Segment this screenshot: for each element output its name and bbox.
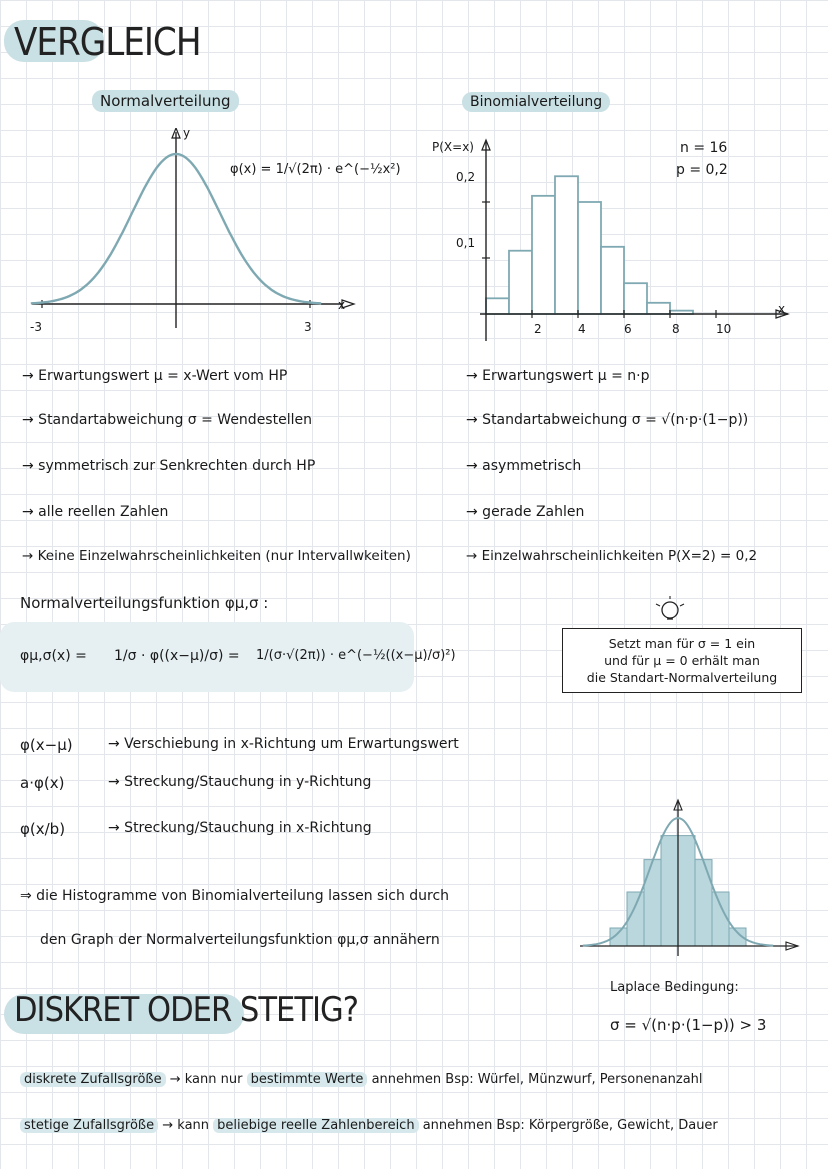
histogram-bar-1: [509, 251, 532, 314]
histogram-bar-5: [601, 247, 624, 314]
page-title: VERGLEICH: [14, 20, 201, 64]
nvf-formula-mid: 1/σ · φ((x−μ)/σ) =: [114, 648, 240, 664]
tip-line-3: die Standart-Normalverteilung: [586, 670, 778, 685]
normal-tick-left: -3: [30, 320, 42, 334]
laplace-title: Laplace Bedingung:: [610, 980, 739, 995]
normal-curve-graph: [20, 128, 360, 340]
binom-xtick-10: 10: [716, 322, 732, 336]
normal-tick-right: 3: [304, 320, 312, 334]
binom-heading: Binomialverteilung: [462, 92, 610, 112]
continuous-highlight: beliebige reelle Zahlenbereich: [213, 1118, 418, 1133]
transform-3-lhs: φ(x/b): [20, 820, 66, 838]
binom-xtick-2: 2: [534, 322, 542, 336]
histogram-bar-4: [578, 202, 601, 314]
binomial-histogram: [420, 136, 800, 346]
binom-xtick-8: 8: [672, 322, 680, 336]
laplace-formula: σ = √(n·p·(1−p)) > 3: [610, 1016, 767, 1034]
histogram-bar-3: [555, 176, 578, 314]
normal-heading: Normalverteilung: [92, 90, 239, 112]
binom-prop-2: → Standartabweichung σ = √(n·p·(1−p)): [466, 412, 749, 428]
overlay-bar: [695, 860, 712, 946]
binom-prop-1: → Erwartungswert μ = n·p: [466, 368, 650, 384]
section2-title: DISKRET ODER STETIG?: [14, 990, 358, 1030]
transform-3-rhs: → Streckung/Stauchung in x-Richtung: [108, 820, 372, 836]
binom-n-label: n = 16: [680, 140, 728, 156]
normal-prop-2: → Standartabweichung σ = Wendestellen: [22, 412, 312, 428]
lightbulb-icon: [650, 594, 690, 626]
continuous-term: stetige Zufallsgröße: [20, 1118, 158, 1133]
tip-line-2: und für μ = 0 erhält man: [604, 653, 760, 668]
binom-axis-y: P(X=x): [432, 140, 474, 154]
overlay-bar: [644, 860, 661, 946]
histogram-bar-6: [624, 283, 647, 314]
normal-axis-x: x: [338, 298, 346, 312]
histogram-bar-2: [532, 196, 555, 314]
transform-2-rhs: → Streckung/Stauchung in y-Richtung: [108, 774, 372, 790]
normal-prop-3: → symmetrisch zur Senkrechten durch HP: [22, 458, 316, 474]
overlay-bar: [661, 836, 678, 946]
transform-2-lhs: a·φ(x): [20, 774, 65, 792]
binom-axis-x: x: [778, 302, 786, 316]
transform-1-rhs: → Verschiebung in x-Richtung um Erwartungswert: [108, 736, 459, 752]
discrete-mid: → kann nur: [169, 1072, 243, 1087]
discrete-line: [20, 1072, 703, 1087]
discrete-term: diskrete Zufallsgröße: [20, 1072, 166, 1087]
continuous-rest: annehmen Bsp: Körpergröße, Gewicht, Dauer: [422, 1118, 718, 1133]
nvf-formula-rhs: 1/(σ·√(2π)) · e^(−½((x−μ)/σ)²): [256, 648, 456, 663]
normal-axis-y: y: [183, 126, 191, 140]
binom-p-label: p = 0,2: [676, 162, 728, 178]
approx-line-2: den Graph der Normalverteilungsfunktion φμ,σ annähern: [40, 932, 440, 948]
tip-box: [562, 628, 802, 693]
discrete-highlight: bestimmte Werte: [247, 1072, 368, 1087]
histogram-bar-0: [486, 298, 509, 314]
normal-prop-4: → alle reellen Zahlen: [22, 504, 169, 520]
histogram-normal-overlay: [572, 794, 808, 960]
binom-ytick-0-1: 0,1: [456, 236, 476, 250]
approx-line-1: ⇒ die Histogramme von Binomialverteilung lassen sich durch: [20, 888, 450, 904]
tip-line-1: Setzt man für σ = 1 ein: [608, 636, 756, 651]
binom-xtick-6: 6: [624, 322, 632, 336]
normal-prop-1: → Erwartungswert μ = x-Wert vom HP: [22, 368, 288, 384]
normal-prop-5: → Keine Einzelwahrscheinlichkeiten (nur Intervallwkeiten): [22, 548, 411, 564]
discrete-rest: annehmen Bsp: Würfel, Münzwurf, Personenanzahl: [371, 1072, 703, 1087]
overlay-bar: [678, 836, 695, 946]
histogram-bar-7: [647, 303, 670, 314]
binom-xtick-4: 4: [578, 322, 586, 336]
continuous-mid: → kann: [162, 1118, 210, 1133]
nvf-formula-lhs: φμ,σ(x) =: [20, 648, 87, 664]
binom-prop-5: → Einzelwahrscheinlichkeiten P(X=2) = 0,2: [466, 548, 758, 564]
normal-formula: φ(x) = 1/√(2π) · e^(−½x²): [230, 162, 401, 177]
transform-1-lhs: φ(x−μ): [20, 736, 73, 754]
binom-ytick-0-2: 0,2: [456, 170, 476, 184]
binom-prop-3: → asymmetrisch: [466, 458, 582, 474]
continuous-line: [20, 1118, 718, 1133]
nvf-heading: Normalverteilungsfunktion φμ,σ :: [20, 594, 269, 612]
binom-prop-4: → gerade Zahlen: [466, 504, 585, 520]
